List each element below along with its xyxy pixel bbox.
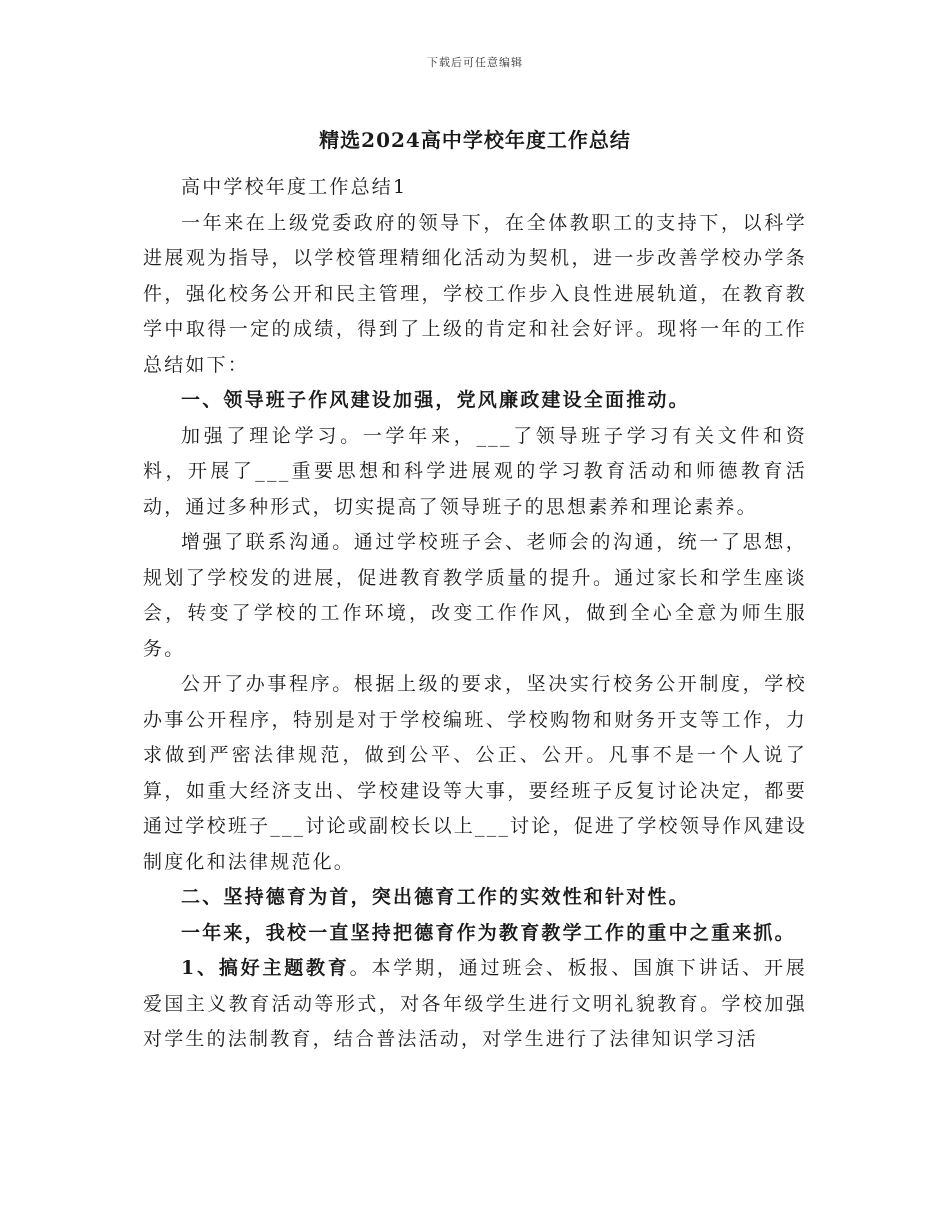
paragraph-theme-education <box>143 951 807 1058</box>
theme-education-lead: 1、搞好主题教育 <box>181 957 350 979</box>
theme-education-text: 。本学期，通过班会、板报、国旗下讲话、开展爱国主义教育活动等形式，对各年级学生进行文明礼貌教育。学校加强对学生的法制教育，结合普法活动，对学生进行了法律知识学习活 <box>143 957 807 1050</box>
section-subtitle: 高中学校年度工作总结1 <box>181 176 408 198</box>
paragraph-theory-study: 加强了理论学习。一学年来，___了领导班子学习有关文件和资料，开展了___重要思想和科学进展观的学习教育活动和师德教育活动，通过多种形式，切实提高了领导班子的思想素养和理论素养。 <box>143 424 807 518</box>
paragraph-communication: 增强了联系沟通。通过学校班子会、老师会的沟通，统一了思想，规划了学校发的进展，促进教育教学质量的提升。通过家长和学生座谈会，转变了学校的工作环境，改变工作作风，做到全心全意为师生服务。 <box>143 531 807 660</box>
paragraph-open-procedures: 公开了办事程序。根据上级的要求，坚决实行校务公开制度，学校办事公开程序，特别是对于学校编班、学校购物和财务开支等工作，力求做到严密法律规范，做到公平、公正、公开。凡事不是一个人说了算，如重大经济支出、学校建设等大事，要经班子反复讨论决定，都要通过学校班子___讨论或副校长以上___讨论，促进了学校领导作风建设制度化和法律规范化。 <box>143 673 807 873</box>
document-title: 精选2024高中学校年度工作总结 <box>319 128 631 152</box>
document-body <box>143 170 807 1058</box>
intro-paragraph: 一年来在上级党委政府的领导下，在全体教职工的支持下，以科学进展观为指导，以学校管理精细化活动为契机，进一步改善学校办学条件，强化校务公开和民主管理，学校工作步入良性进展轨道，在教育教学中取得一定的成绩，得到了上级的肯定和社会好评。现将一年的工作总结如下： <box>143 211 807 376</box>
section-heading-1: 一、领导班子作风建设加强，党风廉政建设全面推动。 <box>181 389 690 411</box>
header-note: 下载后可任意编辑 <box>427 56 523 69</box>
section-heading-3: 一年来，我校一直坚持把德育作为教育教学工作的重中之重来抓。 <box>181 921 796 944</box>
section-heading-2: 二、坚持德育为首，突出德育工作的实效性和针对性。 <box>181 886 690 908</box>
